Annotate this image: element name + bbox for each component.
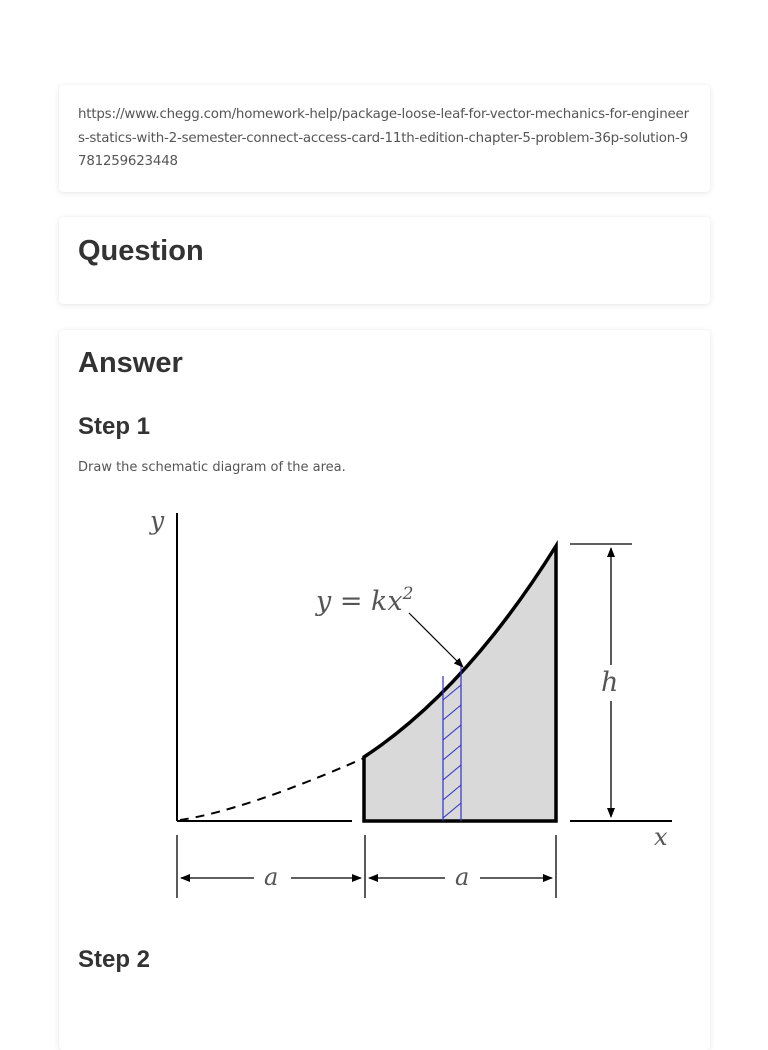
- source-url[interactable]: https://www.chegg.com/homework-help/package-loose-leaf-for-vector-mechanics-for-engineers-statics-with-2-semester-connect-access-card-11th-edition-chapter-5-problem-36p-solution-9781259623448: [78, 107, 689, 169]
- question-card: [59, 217, 710, 304]
- step-2-heading: Step 2: [78, 946, 151, 973]
- y-axis-label: y: [150, 506, 165, 535]
- area-diagram: [86, 505, 668, 905]
- dim-a2-label: a: [455, 863, 470, 891]
- step-1-text: Draw the schematic diagram of the area.: [78, 460, 346, 475]
- dashed-curve: [180, 758, 364, 820]
- answer-card: [59, 330, 710, 1050]
- answer-heading: Answer: [78, 347, 183, 379]
- url-card: [59, 85, 710, 192]
- dim-a1-label: a: [264, 863, 279, 891]
- question-heading: Question: [78, 235, 204, 267]
- height-label: h: [601, 667, 619, 698]
- equation-leader: [409, 613, 463, 667]
- step-1-heading: Step 1: [78, 413, 151, 440]
- curve-equation: $y = kx^2$: [316, 584, 414, 617]
- x-axis-label: x: [654, 823, 668, 851]
